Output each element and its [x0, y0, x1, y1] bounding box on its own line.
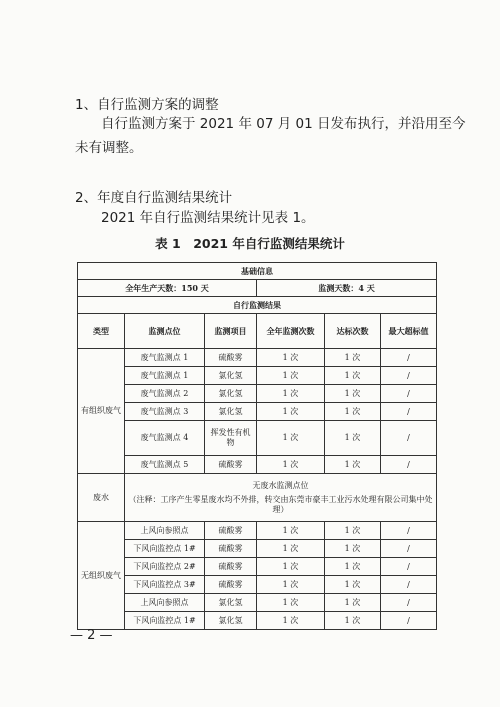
col-header-point: 监测点位 — [125, 314, 205, 349]
cell-point: 下风向监控点 2# — [125, 558, 205, 576]
cell-count: 1 次 — [257, 403, 325, 421]
cell-pass: 1 次 — [325, 558, 381, 576]
table-row — [78, 522, 437, 540]
basic-info-header: 基础信息 — [78, 263, 437, 280]
cell-pass: 1 次 — [325, 456, 381, 474]
table-row — [78, 367, 437, 385]
cell-pass: 1 次 — [325, 421, 381, 456]
cell-max: / — [381, 456, 437, 474]
cell-max: / — [381, 349, 437, 367]
cell-point: 废气监测点 2 — [125, 385, 205, 403]
cell-count: 1 次 — [257, 349, 325, 367]
cell-count: 1 次 — [257, 385, 325, 403]
cell-count: 1 次 — [257, 576, 325, 594]
cell-point: 废气监测点 1 — [125, 367, 205, 385]
cell-pass: 1 次 — [325, 385, 381, 403]
cell-count: 1 次 — [257, 612, 325, 630]
cell-pass: 1 次 — [325, 576, 381, 594]
table-row — [78, 403, 437, 421]
cell-pass: 1 次 — [325, 540, 381, 558]
cell-item: 氯化氢 — [205, 594, 257, 612]
section-2-title: 2、年度自行监测结果统计 — [75, 190, 233, 206]
wastewater-line-2: （注释：工序产生零星废水均不外排，转交由东莞市豪丰工业污水处理有限公司集中处理） — [128, 494, 433, 514]
table-row — [78, 576, 437, 594]
cell-point: 废气监测点 5 — [125, 456, 205, 474]
monitoring-results-table — [77, 262, 437, 630]
category-wastewater: 废水 — [78, 474, 125, 522]
table-row — [78, 558, 437, 576]
cell-item: 硫酸雾 — [205, 558, 257, 576]
category-organized-gas: 有组织废气 — [78, 349, 125, 474]
cell-point: 上风向参照点 — [125, 522, 205, 540]
section-2-text: 2021 年自行监测结果统计见表 1。 — [101, 210, 315, 226]
col-header-max-exceed: 最大超标值 — [381, 314, 437, 349]
cell-item: 氯化氢 — [205, 403, 257, 421]
cell-max: / — [381, 558, 437, 576]
table-row — [78, 612, 437, 630]
cell-count: 1 次 — [257, 456, 325, 474]
category-unorganized-gas: 无组织废气 — [78, 522, 125, 630]
wastewater-note — [125, 474, 437, 522]
cell-pass: 1 次 — [325, 403, 381, 421]
cell-item: 硫酸雾 — [205, 576, 257, 594]
table-row — [78, 456, 437, 474]
cell-point: 下风向监控点 3# — [125, 576, 205, 594]
section-1-title: 1、自行监测方案的调整 — [75, 97, 219, 113]
table-row — [78, 594, 437, 612]
wastewater-line-1: 无废水监测点位 — [252, 480, 309, 490]
cell-item: 挥发性有机物 — [205, 421, 257, 456]
cell-pass: 1 次 — [325, 367, 381, 385]
cell-pass: 1 次 — [325, 594, 381, 612]
table-row — [78, 540, 437, 558]
cell-max: / — [381, 576, 437, 594]
cell-count: 1 次 — [257, 594, 325, 612]
cell-point: 废气监测点 1 — [125, 349, 205, 367]
cell-max: / — [381, 612, 437, 630]
cell-item: 硫酸雾 — [205, 522, 257, 540]
cell-count: 1 次 — [257, 558, 325, 576]
monitoring-days: 监测天数：4 天 — [257, 280, 437, 297]
cell-count: 1 次 — [257, 522, 325, 540]
cell-point: 下风向监控点 1# — [125, 612, 205, 630]
cell-max: / — [381, 421, 437, 456]
cell-max: / — [381, 367, 437, 385]
page-number: — 2 — — [70, 628, 113, 643]
cell-max: / — [381, 522, 437, 540]
cell-point: 废气监测点 4 — [125, 421, 205, 456]
cell-item: 氯化氢 — [205, 385, 257, 403]
cell-point: 废气监测点 3 — [125, 403, 205, 421]
cell-pass: 1 次 — [325, 522, 381, 540]
col-header-annual-count: 全年监测次数 — [257, 314, 325, 349]
cell-item: 硫酸雾 — [205, 540, 257, 558]
table-caption: 表 1 2021 年自行监测结果统计 — [155, 236, 345, 251]
section-1-text-line-2: 未有调整。 — [75, 140, 143, 156]
cell-pass: 1 次 — [325, 612, 381, 630]
cell-max: / — [381, 540, 437, 558]
cell-item: 硫酸雾 — [205, 456, 257, 474]
table-row — [78, 385, 437, 403]
cell-point: 下风向监控点 1# — [125, 540, 205, 558]
table-row — [78, 474, 437, 522]
cell-item: 氯化氢 — [205, 612, 257, 630]
cell-point: 上风向参照点 — [125, 594, 205, 612]
col-header-item: 监测项目 — [205, 314, 257, 349]
results-header: 自行监测结果 — [78, 297, 437, 314]
cell-pass: 1 次 — [325, 349, 381, 367]
cell-item: 硫酸雾 — [205, 349, 257, 367]
cell-count: 1 次 — [257, 367, 325, 385]
cell-item: 氯化氢 — [205, 367, 257, 385]
col-header-pass-count: 达标次数 — [325, 314, 381, 349]
table-row — [78, 421, 437, 456]
section-1-text-line-1: 自行监测方案于 2021 年 07 月 01 日发布执行，并沿用至今 — [101, 116, 466, 132]
cell-max: / — [381, 385, 437, 403]
cell-max: / — [381, 594, 437, 612]
production-days: 全年生产天数：150 天 — [78, 280, 257, 297]
col-header-type: 类型 — [78, 314, 125, 349]
cell-count: 1 次 — [257, 540, 325, 558]
cell-max: / — [381, 403, 437, 421]
cell-count: 1 次 — [257, 421, 325, 456]
table-row — [78, 349, 437, 367]
